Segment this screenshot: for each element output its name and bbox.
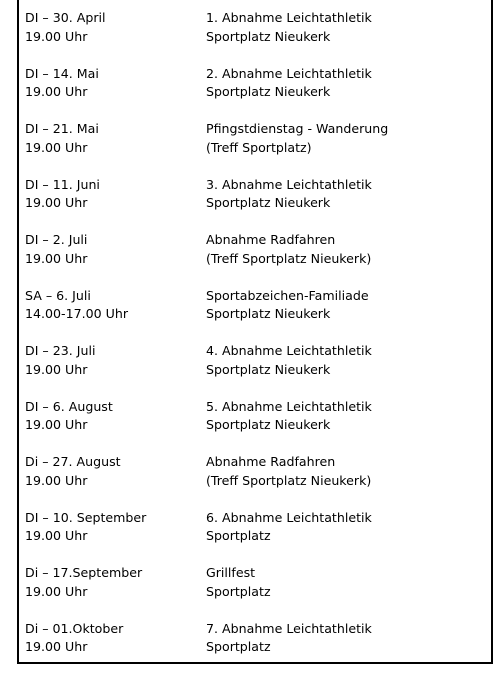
time-text: 19.00 Uhr: [25, 361, 88, 377]
event-cell: [206, 342, 372, 379]
schedule-row: [25, 564, 489, 604]
place-text: Sportplatz: [206, 583, 271, 599]
event-cell: [206, 620, 372, 657]
event-text: 2. Abnahme Leichtathletik: [206, 65, 372, 81]
time-text: 19.00 Uhr: [25, 139, 88, 155]
date-text: DI – 30. April: [25, 10, 106, 25]
place-text: (Treff Sportplatz): [206, 139, 312, 155]
time-text: 19.00 Uhr: [25, 417, 88, 432]
place-text: Sportplatz: [206, 639, 271, 654]
event-text: Sportabzeichen-Familiade: [206, 287, 369, 303]
date-cell: [25, 231, 87, 268]
event-cell: [206, 398, 372, 435]
date-text: DI – 11. Juni: [25, 176, 100, 192]
date-text: Di – 17.September: [25, 565, 143, 580]
event-cell: [206, 453, 371, 490]
place-text: Sportplatz Nieukerk: [206, 417, 331, 432]
date-text: Di – 01.Oktober: [25, 620, 124, 636]
schedule-row: [25, 231, 489, 271]
place-text: Sportplatz Nieukerk: [206, 84, 331, 99]
date-text: DI – 21. Mai: [25, 121, 99, 136]
event-text: Grillfest: [206, 565, 256, 580]
date-cell: [25, 9, 106, 46]
schedule-row: [25, 120, 489, 160]
time-text: 19.00 Uhr: [25, 528, 88, 543]
time-text: 19.00 Uhr: [25, 84, 88, 99]
event-cell: [206, 287, 369, 324]
time-text: 19.00 Uhr: [25, 28, 88, 44]
date-text: DI – 2. Juli: [25, 232, 88, 247]
date-cell: [25, 564, 142, 601]
date-cell: [25, 620, 123, 657]
place-text: Sportplatz Nieukerk: [206, 306, 331, 321]
event-text: Abnahme Radfahren: [206, 454, 336, 469]
date-cell: [25, 287, 128, 324]
event-text: Pfingstdienstag - Wanderung: [206, 121, 389, 136]
event-text: 7. Abnahme Leichtathletik: [206, 620, 372, 636]
event-cell: [206, 231, 371, 268]
date-text: DI – 6. August: [25, 398, 113, 414]
schedule-row: [25, 342, 489, 382]
event-text: 4. Abnahme Leichtathletik: [206, 343, 372, 358]
event-text: 3. Abnahme Leichtathletik: [206, 176, 372, 192]
place-text: Sportplatz Nieukerk: [206, 361, 331, 377]
event-text: Abnahme Radfahren: [206, 232, 336, 247]
date-cell: [25, 342, 95, 379]
event-cell: [206, 120, 388, 157]
schedule-row: [25, 9, 489, 49]
event-text: 5. Abnahme Leichtathletik: [206, 398, 372, 414]
schedule-frame: [17, 0, 493, 664]
date-cell: [25, 120, 99, 157]
schedule-row: [25, 398, 489, 438]
time-text: 19.00 Uhr: [25, 250, 88, 266]
date-cell: [25, 65, 99, 102]
time-text: 19.00 Uhr: [25, 639, 88, 654]
event-text: 6. Abnahme Leichtathletik: [206, 509, 372, 525]
schedule-row: [25, 287, 489, 327]
date-text: DI – 23. Juli: [25, 343, 96, 358]
place-text: Sportplatz: [206, 528, 271, 543]
date-text: SA – 6. Juli: [25, 287, 91, 303]
date-text: Di – 27. August: [25, 454, 121, 469]
time-text: 19.00 Uhr: [25, 472, 88, 488]
event-text: 1. Abnahme Leichtathletik: [206, 10, 372, 25]
schedule-row: [25, 453, 489, 493]
time-text: 19.00 Uhr: [25, 195, 88, 210]
event-cell: [206, 9, 372, 46]
date-text: DI – 10. September: [25, 509, 147, 525]
schedule-row: [25, 509, 489, 549]
time-text: 19.00 Uhr: [25, 583, 88, 599]
date-text: DI – 14. Mai: [25, 65, 99, 81]
event-cell: [206, 65, 372, 102]
date-cell: [25, 509, 146, 546]
schedule-row: [25, 65, 489, 105]
schedule-row: [25, 620, 489, 660]
event-cell: [206, 564, 271, 601]
date-cell: [25, 398, 113, 435]
place-text: (Treff Sportplatz Nieukerk): [206, 250, 372, 266]
place-text: Sportplatz Nieukerk: [206, 195, 331, 210]
event-cell: [206, 176, 372, 213]
place-text: (Treff Sportplatz Nieukerk): [206, 472, 372, 488]
event-cell: [206, 509, 372, 546]
date-cell: [25, 176, 100, 213]
time-text: 14.00-17.00 Uhr: [25, 306, 129, 321]
date-cell: [25, 453, 121, 490]
schedule-row: [25, 176, 489, 216]
place-text: Sportplatz Nieukerk: [206, 28, 331, 44]
